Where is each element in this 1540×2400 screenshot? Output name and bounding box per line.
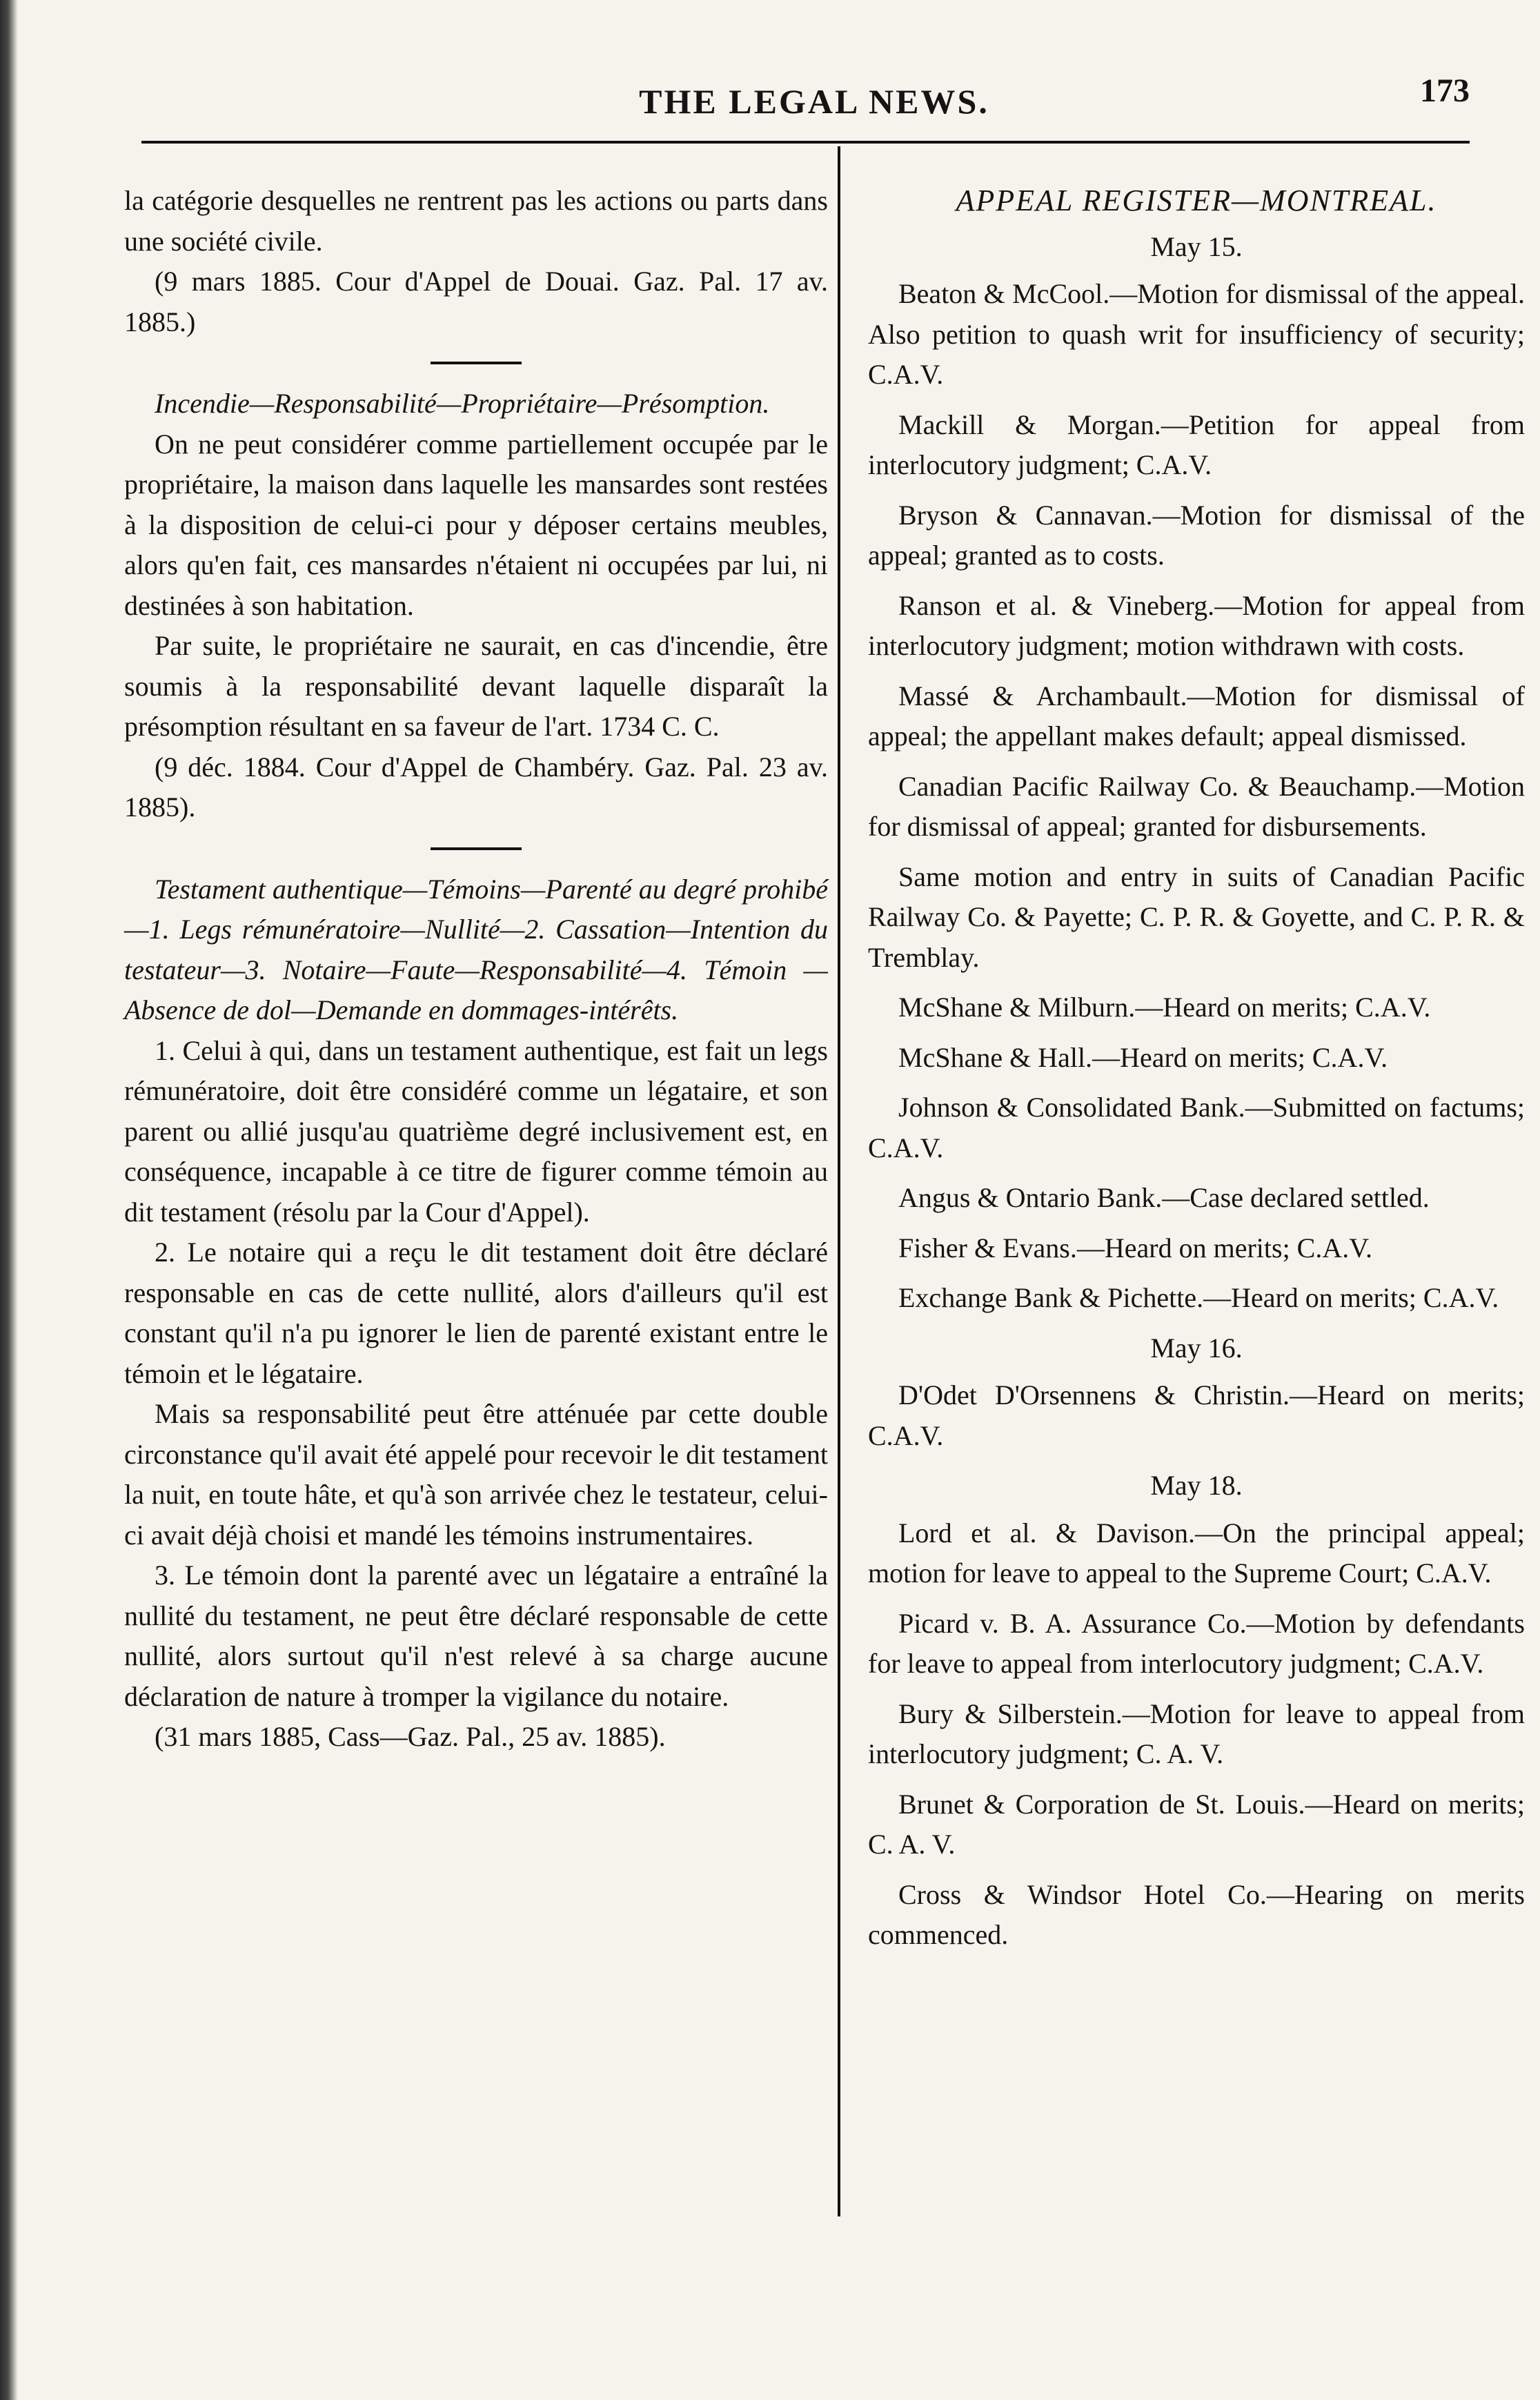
entry-parties: Massé & Archambault. xyxy=(898,680,1187,711)
section-separator xyxy=(431,362,522,364)
entry-text: —Heard on merits; C. A. V. xyxy=(868,1788,1525,1860)
entry-text: —Motion for leave to appeal from interlocutory judgment; C. A. V. xyxy=(868,1698,1525,1769)
paragraph: la catégorie desquelles ne rentrent pas les actions ou parts dans une société civile. xyxy=(124,185,828,257)
register-entry xyxy=(868,767,1525,847)
entry-parties: Fisher & Evans. xyxy=(898,1232,1077,1263)
register-entry xyxy=(868,1375,1525,1456)
register-entry xyxy=(868,586,1525,667)
entry-text: —Petition for appeal from interlocutory judgment; C.A.V. xyxy=(868,409,1525,480)
right-column xyxy=(868,181,1525,1965)
entry-parties: Picard v. B. A. Assurance Co. xyxy=(898,1607,1247,1639)
register-entry xyxy=(868,987,1525,1028)
page-number: 173 xyxy=(1420,72,1470,109)
citation: (31 mars 1885, Cass—Gaz. Pal., 25 av. 1885). xyxy=(155,1721,666,1752)
entry-parties: Ranson et al. & Vineberg. xyxy=(898,589,1215,621)
entry-text: —Heard on merits; C.A.V. xyxy=(1203,1282,1499,1313)
entry-parties: Beaton & McCool. xyxy=(898,278,1110,309)
entry-parties: Mackill & Morgan. xyxy=(898,409,1161,440)
register-entry xyxy=(868,1513,1525,1594)
entry-text: —Heard on merits; C.A.V. xyxy=(1076,1232,1372,1263)
entry-text: —Motion for dismissal of appeal; granted for disbursements. xyxy=(868,770,1525,842)
register-entry xyxy=(868,1694,1525,1775)
journal-title: THE LEGAL NEWS. xyxy=(639,82,989,121)
entry-text: Same motion and entry in suits of Canadian Pacific Railway Co. & Payette; C. P. R. & Goyette, and C. P. R. & Tremblay. xyxy=(868,860,1525,973)
entry-parties: McShane & Milburn. xyxy=(898,992,1136,1023)
binding-edge xyxy=(0,0,18,2400)
citation: (9 déc. 1884. Cour d'Appel de Chambéry. Gaz. Pal. 23 av. 1885). xyxy=(124,751,828,823)
register-title: APPEAL REGISTER—MONTREAL. xyxy=(956,184,1437,217)
paragraph: 2. Le notaire qui a reçu le dit testament doit être déclaré responsable en cas de cette nullité, alors d'ailleurs qu'il est constant qu'il n'a pu ignorer le lien de parenté existant entre le témoin et le légataire. xyxy=(124,1237,828,1389)
left-column xyxy=(124,181,828,1758)
column-divider xyxy=(838,146,840,2216)
paragraph: On ne peut considérer comme partiellement occupée par le propriétaire, la maison dans laquelle les mansardes sont restées à la disposition de celui-ci pour y déposer certains meubles, alors qu'en fait, ces mansardes n'étaient ni occupées par lui, ni destinées à son habitation. xyxy=(124,428,828,621)
entry-parties: McShane & Hall. xyxy=(898,1041,1093,1073)
citation: (9 mars 1885. Cour d'Appel de Douai. Gaz. Pal. 17 av. 1885.) xyxy=(124,266,828,337)
section-heading: Incendie—Responsabilité—Propriétaire—Présomption. xyxy=(155,388,770,419)
entry-parties: Canadian Pacific Railway Co. & Beauchamp. xyxy=(898,770,1416,802)
entry-text: —Submitted on factums; C.A.V. xyxy=(868,1092,1525,1163)
register-entry xyxy=(868,1088,1525,1168)
entry-text: —Hearing on merits commenced. xyxy=(868,1878,1525,1950)
entry-parties: Bury & Silberstein. xyxy=(898,1698,1123,1729)
entry-text: —Motion for appeal from interlocutory judgment; motion withdrawn with costs. xyxy=(868,589,1526,661)
paragraph: 3. Le témoin dont la parenté avec un légataire a entraîné la nullité du testament, ne peut être déclaré responsable de cette nullité, alors surtout qu'il n'est relevé à sa charge aucune déclaration de nature à tromper la vigilance du notaire. xyxy=(124,1560,828,1712)
section-separator xyxy=(431,847,522,850)
paragraph: Par suite, le propriétaire ne saurait, en cas d'incendie, être soumis à la responsabilité devant laquelle disparaît la présomption résultant en sa faveur de l'art. 1734 C. C. xyxy=(124,630,828,742)
register-entry xyxy=(868,1875,1525,1956)
register-entry xyxy=(868,1228,1525,1269)
register-entry xyxy=(868,1178,1525,1219)
entry-text: —Motion for dismissal of the appeal; granted as to costs. xyxy=(868,499,1526,571)
register-date: May 16. xyxy=(1150,1332,1243,1364)
paragraph: 1. Celui à qui, dans un testament authentique, est fait un legs rémunératoire, doit être considéré comme un légataire, et son parent ou allié jusqu'au quatrième degré inclusivement est, en conséquence, incapable à ce titre de figurer comme témoin au dit testament (résolu par la Cour d'Appel). xyxy=(124,1034,828,1228)
entry-parties: Brunet & Corporation de St. Louis. xyxy=(898,1788,1305,1820)
entry-text: —On the principal appeal; motion for leave to appeal to the Supreme Court; C.A.V. xyxy=(868,1517,1525,1588)
register-entry xyxy=(868,676,1525,757)
entry-parties: D'Odet D'Orsennens & Christin. xyxy=(898,1379,1290,1410)
entry-text: —Case declared settled. xyxy=(1162,1182,1430,1213)
entry-text: —Motion for dismissal of appeal; the appellant makes default; appeal dismissed. xyxy=(868,680,1525,751)
entry-parties: Bryson & Cannavan. xyxy=(898,499,1153,531)
register-entry xyxy=(868,857,1525,978)
register-entry xyxy=(868,274,1525,395)
entry-parties: Exchange Bank & Pichette. xyxy=(898,1282,1204,1313)
section-heading: Testament authentique—Témoins—Parenté au degré prohibé—1. Legs rémunératoire—Nullité—2. Cassation—Intention du testateur—3. Notaire—Faute—Responsabilité—4. Témoin — Absence de dol—Demande en dommages-intérêts. xyxy=(124,873,828,1025)
entry-text: —Heard on merits; C.A.V. xyxy=(868,1379,1526,1451)
register-entry xyxy=(868,1278,1525,1319)
entry-text: —Heard on merits; C.A.V. xyxy=(1092,1041,1388,1073)
entry-parties: Cross & Windsor Hotel Co. xyxy=(898,1878,1267,1910)
register-date: May 18. xyxy=(1150,1470,1243,1501)
paragraph: Mais sa responsabilité peut être atténuée par cette double circonstance qu'il avait été appelé pour recevoir le dit testament la nuit, en toute hâte, et qu'à son arrivée chez le testateur, celui-ci avait déjà choisi et mandé les témoins instrumentaires. xyxy=(124,1398,828,1551)
entry-parties: Johnson & Consolidated Bank. xyxy=(898,1092,1245,1123)
entry-text: —Motion for dismissal of the appeal. Also petition to quash writ for insufficiency of security; C.A.V. xyxy=(868,278,1525,390)
entry-text: —Heard on merits; C.A.V. xyxy=(1135,992,1431,1023)
entry-parties: Angus & Ontario Bank. xyxy=(898,1182,1163,1213)
entry-text: —Motion by defendants for leave to appeal from interlocutory judgment; C.A.V. xyxy=(868,1607,1525,1679)
register-entry xyxy=(868,405,1525,486)
running-header xyxy=(159,0,1470,138)
register-entry xyxy=(868,1038,1525,1079)
register-entry xyxy=(868,1784,1525,1865)
entry-parties: Lord et al. & Davison. xyxy=(898,1517,1196,1548)
register-entry xyxy=(868,1604,1525,1684)
register-entry xyxy=(868,495,1525,576)
register-date: May 15. xyxy=(1150,230,1243,262)
header-rule xyxy=(141,141,1470,144)
